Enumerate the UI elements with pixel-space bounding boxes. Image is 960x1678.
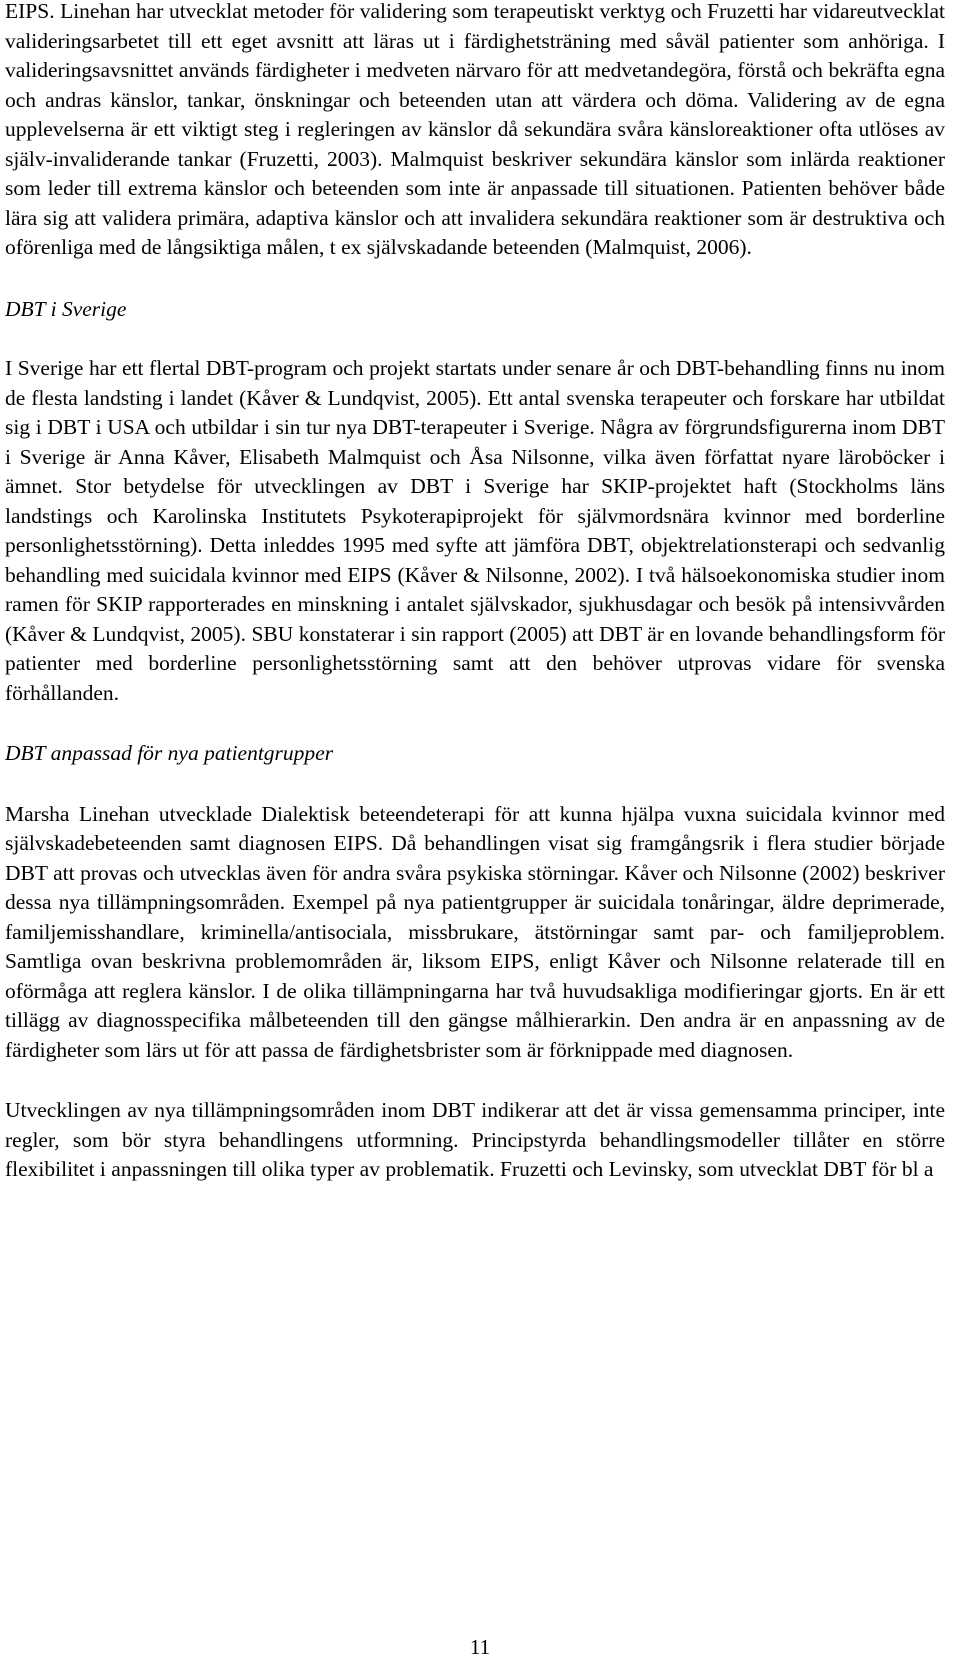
paragraph-anpassad-1: Marsha Linehan utvecklade Dialektisk beteendeterapi för att kunna hjälpa vuxna suicidala kvinnor med självskadebeteenden samt diagnosen EIPS. Då behandlingen visat sig framgångsrik i flera studier började DBT att provas och utvecklas även för andra svåra psykiska störningar. Kåver och Nilsonne (2002) beskriver dessa nya tillämpningsområden. Exempel på nya patientgrupper är suicidala tonåringar, äldre deprimerade, familjemisshandlare, kriminella/antisociala, missbrukare, ätstörningar samt par- och familjeproblem. Samtliga ovan beskrivna problemområden är, liksom EIPS, enligt Kåver och Nilsonne relaterade till en oförmåga att reglera känslor. I de olika tillämpningarna har två huvudsakliga modifieringar gjorts. En är ett tillägg av diagnosspecifika målbeteenden till den gängse målhierarkin. Den andra är en anpassning av de färdigheter som lärs ut för att passa de färdighetsbrister som är förknippade med diagnosen. [5, 801, 945, 1062]
paragraph-sverige: I Sverige har ett flertal DBT-program och projekt startats under senare år och DBT-behandling finns nu inom de flesta landsting i landet (Kåver & Lundqvist, 2005). Ett antal svenska terapeuter och forskare har utbildat sig i DBT i USA och utbildar i sin tur nya DBT-terapeuter i Sverige. Några av förgrundsfigurerna inom DBT i Sverige är Anna Kåver, Elisabeth Malmquist och Åsa Nilsonne, vilka även författat nyare läroböcker i ämnet. Stor betydelse för utvecklingen av DBT i Sverige har SKIP-projektet haft (Stockholms läns landstings och Karolinska Institutets Psykoterapiprojekt för självmordsnära kvinnor med borderline personlighetsstörning). Detta inleddes 1995 med syfte att jämföra DBT, objektrelationsterapi och sedvanlig behandling med suicidala kvinnor med EIPS (Kåver & Nilsonne, 2002). I två hälsoekonomiska studier inom ramen för SKIP rapporterades en minskning i antalet självskador, sjukhusdagar och besök på intensivvården (Kåver & Lundqvist, 2005). SBU konstaterar i sin rapport (2005) att DBT är en lovande behandlingsform för patienter med borderline personlighetsstörning samt att den behöver utprovas vidare för svenska förhållanden. [5, 356, 945, 705]
heading-dbt-anpassad: DBT anpassad för nya patientgrupper [5, 741, 334, 765]
page-number: 11 [469, 1635, 491, 1659]
heading-dbt-i-sverige: DBT i Sverige [5, 296, 127, 321]
paragraph-intro: EIPS. Linehan har utvecklat metoder för validering som terapeutiskt verktyg och Fruzetti har vidareutvecklat valideringsarbetet till ett eget avsnitt att läras ut i färdighetsträning med såväl patienter som anhöriga. I valideringsavsnittet används färdigheter i medveten närvaro för att medvetandegöra, förstå och bekräfta egna och andras känslor, tankar, önskningar och beteenden utan att värdera och döma. Validering av de egna upplevelserna är ett viktigt steg i regleringen av känslor då sekundära svåra känsloreaktioner ofta utlöses av själv-invaliderande tankar (Fruzetti, 2003). Malmquist beskriver sekundära känslor som inlärda reaktioner som leder till extrema känslor och beteenden som inte är anpassade till situationen. Patienten behöver både lära sig att validera primära, adaptiva känslor och att invalidera sekundära reaktioner som är destruktiva och oförenliga med de långsiktiga målen, t ex självskadande beteenden (Malmquist, 2006). [5, 0, 945, 259]
document-page [5, 0, 945, 1185]
paragraph-anpassad-2: Utvecklingen av nya tillämpningsområden inom DBT indikerar att det är vissa gemensamma principer, inte regler, som bör styra behandlingens utformning. Principstyrda behandlingsmodeller tillåter en större flexibilitet i anpassningen till olika typer av problematik. Fruzetti och Levinsky, som utvecklat DBT för bl a [5, 1098, 945, 1181]
